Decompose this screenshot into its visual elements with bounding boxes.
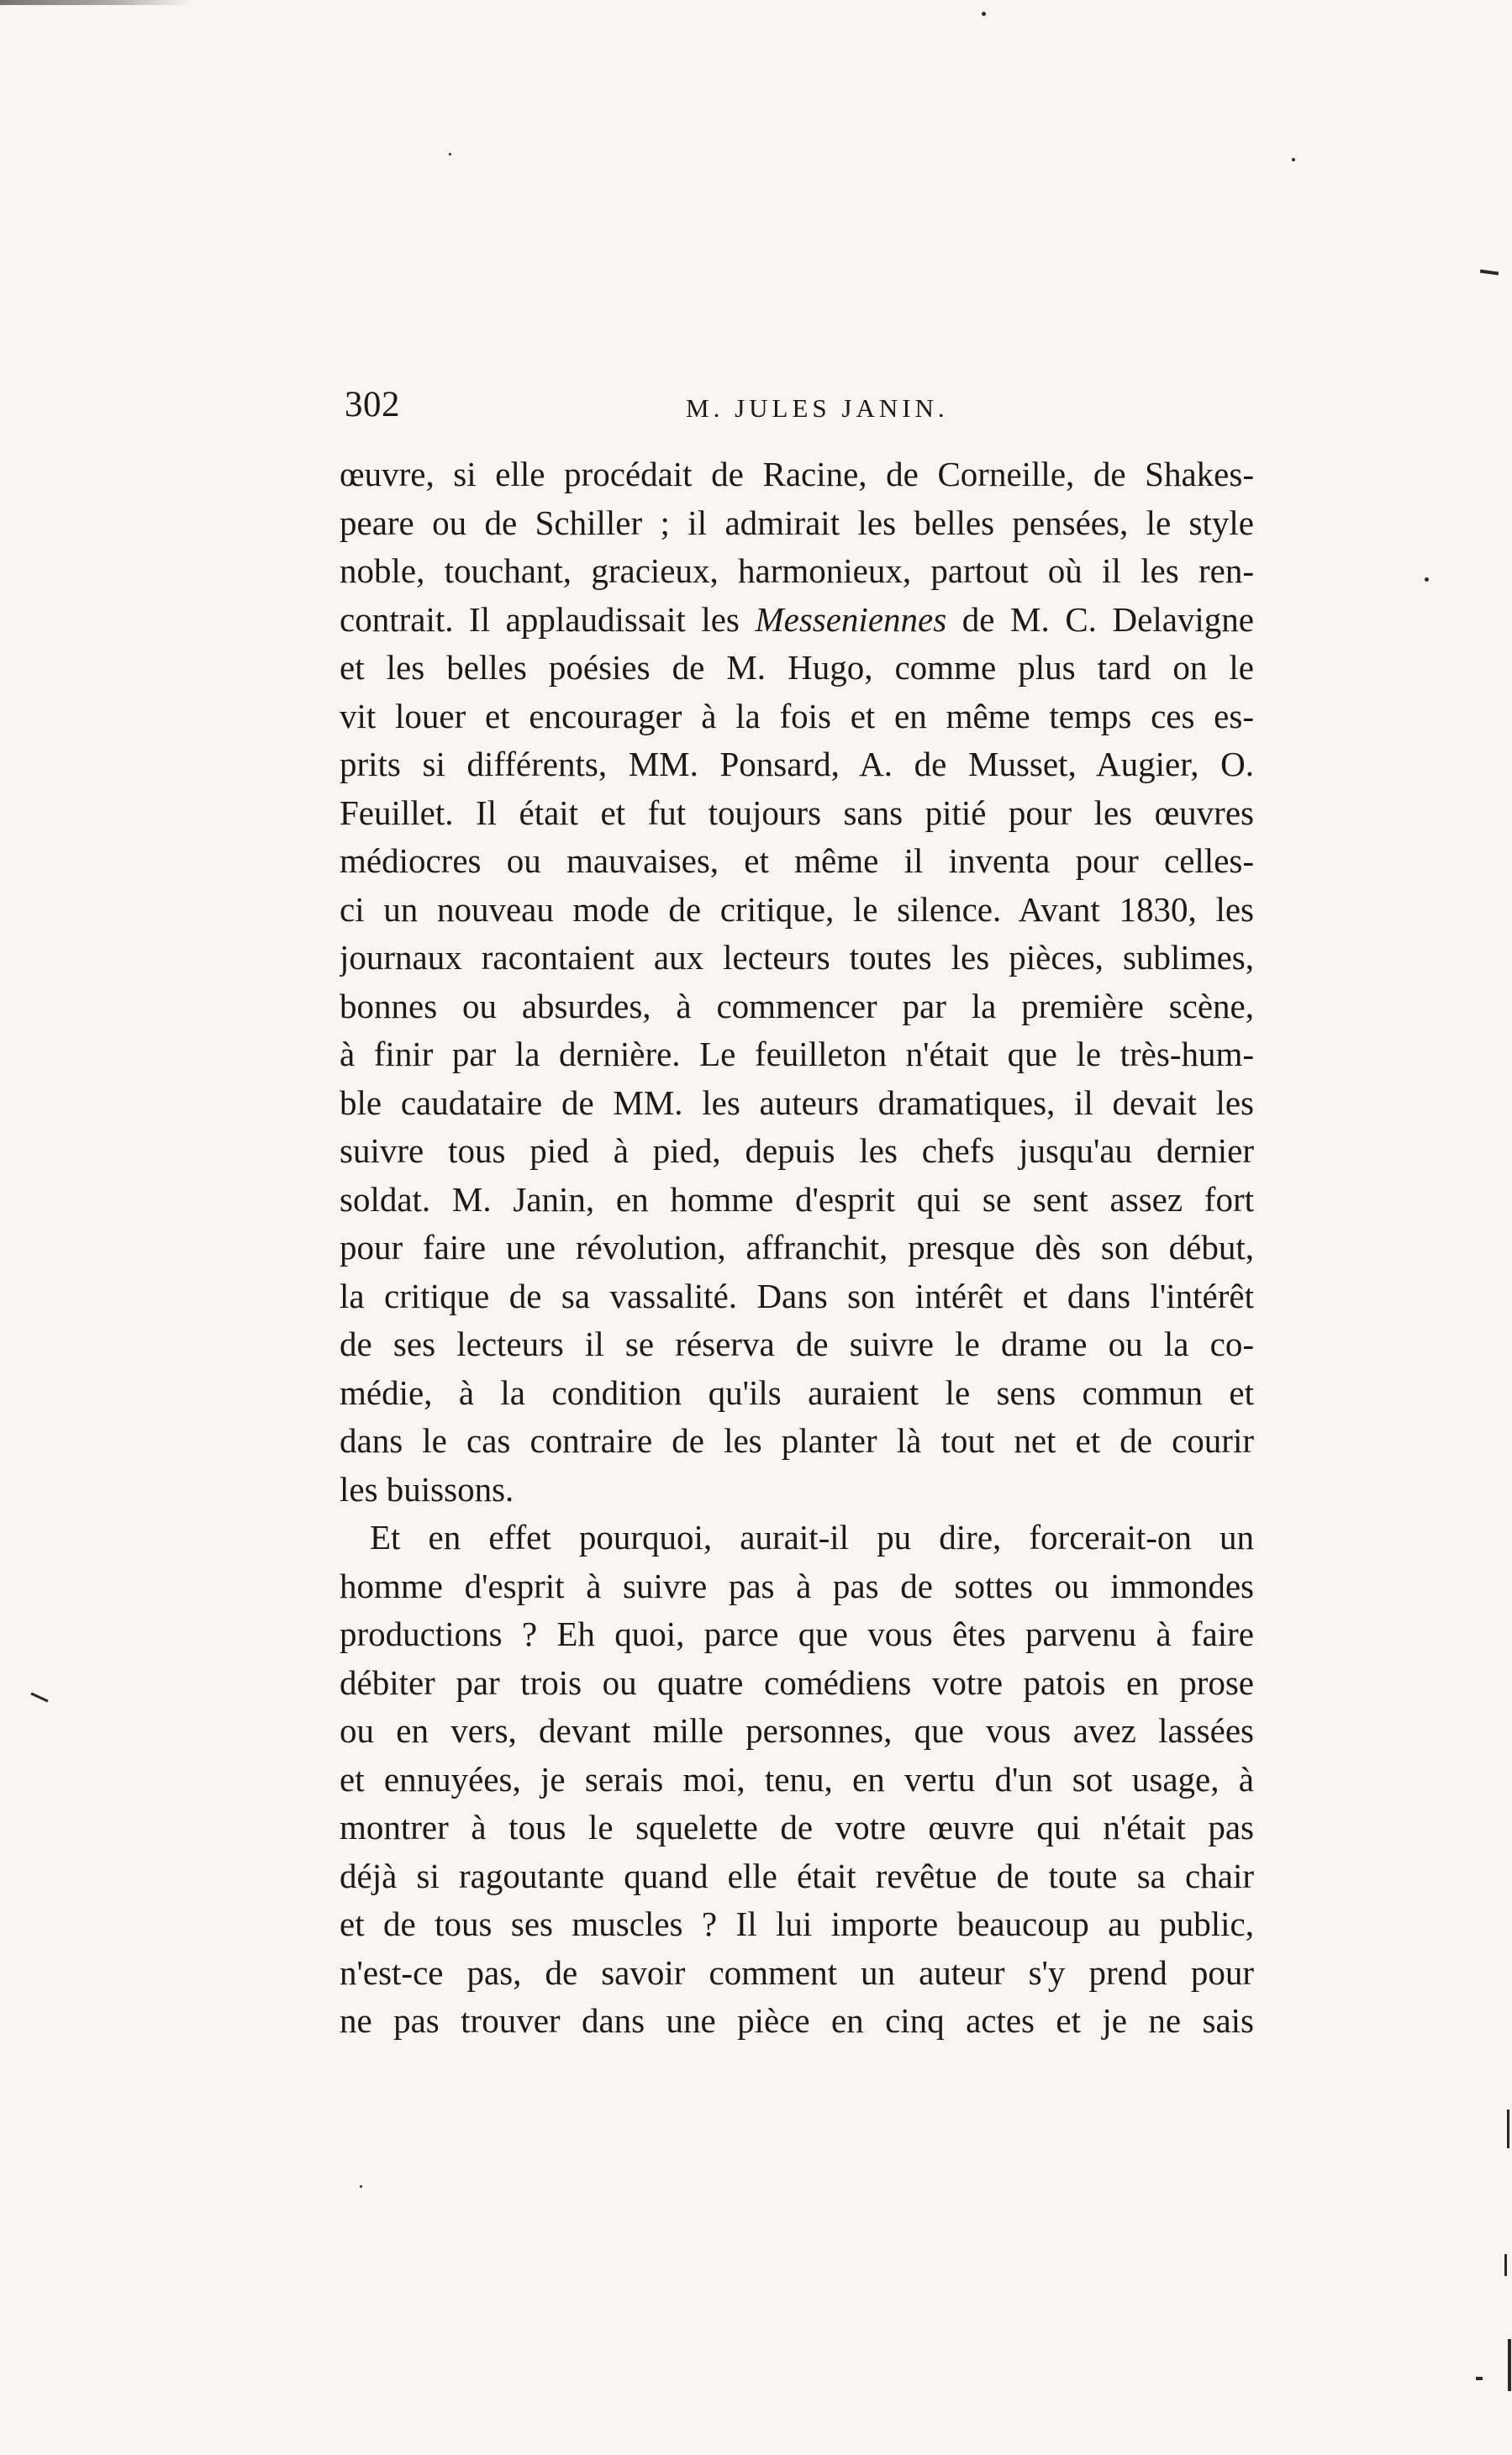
text-line-end: de M. C. Delavigne [946, 599, 1254, 639]
text-line: et ennuyées, je serais moi, tenu, en vertu d'un sot usage, à [340, 1759, 1254, 1799]
text-line: à finir par la dernière. Le feuilleton n'était que le très-hum- [340, 1035, 1254, 1073]
body-text [340, 450, 1254, 2046]
scan-mark [30, 1692, 48, 1702]
paragraph-2 [340, 1514, 1254, 2046]
text-line: peare ou de Schiller ; il admirait les belles pensées, le style [340, 503, 1254, 542]
text-line: n'est-ce pas, de savoir comment un auteur s'y prend pour [340, 1952, 1254, 1992]
text-line: et de tous ses muscles ? Il lui importe beaucoup au public, [340, 1904, 1254, 1943]
text-line: productions ? Eh quoi, parce que vous êtes parvenu à faire [340, 1615, 1254, 1653]
scan-speck [1292, 158, 1295, 161]
running-title: M. JULES JANIN. [686, 393, 949, 423]
scan-mark [1504, 2254, 1507, 2276]
paragraph-1 [340, 450, 1254, 1514]
text-line [340, 596, 1254, 645]
text-line: Feuillet. Il était et fut toujours sans pitié pour les œuvres [340, 793, 1254, 832]
text-line: homme d'esprit à suivre pas à pas de sottes ou immondes [340, 1566, 1254, 1605]
text-line: ne pas trouver dans une pièce en cinq actes et je ne sais [340, 2001, 1254, 2040]
text-line: vit louer et encourager à la fois et en même temps ces es- [340, 696, 1254, 735]
text-line: la critique de sa vassalité. Dans son intérêt et dans l'intérêt [340, 1276, 1254, 1315]
text-line: suivre tous pied à pied, depuis les chefs jusqu'au dernier [340, 1131, 1254, 1170]
text-line: dans le cas contraire de les planter là tout net et de courir [340, 1421, 1254, 1460]
scan-mark [1507, 2110, 1509, 2148]
text-line: noble, touchant, gracieux, harmonieux, partout où il les ren- [340, 551, 1254, 590]
text-line: prits si différents, MM. Ponsard, A. de Musset, Augier, O. [340, 745, 1254, 783]
scan-speck [1425, 577, 1429, 582]
text-line: ci un nouveau mode de critique, le silence. Avant 1830, les [340, 889, 1254, 929]
scan-speck [1476, 2377, 1483, 2380]
scan-mark [1508, 2339, 1511, 2391]
text-line: soldat. M. Janin, en homme d'esprit qui se sent assez fort [340, 1179, 1254, 1219]
text-line: médiocres ou mauvaises, et même il inventa pour celles- [340, 841, 1254, 880]
text-line-start: contrait. Il applaudissait les [340, 599, 756, 639]
text-line: journaux racontaient aux lecteurs toutes les pièces, sublimes, [340, 938, 1254, 977]
text-line: montrer à tous le squelette de votre œuvre qui n'était pas [340, 1808, 1254, 1847]
page-number: 302 [345, 385, 400, 424]
text-line: et les belles poésies de M. Hugo, comme plus tard on le [340, 648, 1254, 687]
scan-speck [360, 2185, 362, 2188]
text-line: débiter par trois ou quatre comédiens votre patois en prose [340, 1662, 1254, 1702]
text-line: les buissons. [340, 1469, 514, 1509]
page-header [345, 382, 1252, 432]
text-line: bonnes ou absurdes, à commencer par la première scène, [340, 986, 1254, 1025]
scan-speck [449, 153, 451, 155]
text-line: de ses lecteurs il se réserva de suivre le drame ou la co- [340, 1325, 1254, 1363]
text-line: Et en effet pourquoi, aurait-il pu dire, forcerait-on un [370, 1518, 1254, 1557]
scan-mark [1480, 269, 1499, 275]
text-line: pour faire une révolution, affranchit, presque dès son début, [340, 1228, 1254, 1267]
text-line: ou en vers, devant mille personnes, que vous avez lassées [340, 1711, 1254, 1750]
text-line: ble caudataire de MM. les auteurs dramatiques, il devait les [340, 1083, 1254, 1122]
italic-title: Messeniennes [755, 599, 947, 639]
text-line: déjà si ragoutante quand elle était revêtue de toute sa chair [340, 1856, 1254, 1895]
scan-speck [982, 12, 986, 16]
text-line: œuvre, si elle procédait de Racine, de Corneille, de Shakes- [340, 455, 1254, 493]
scan-edge-shadow [0, 0, 193, 5]
text-line: médie, à la condition qu'ils auraient le sens commun et [340, 1372, 1254, 1412]
